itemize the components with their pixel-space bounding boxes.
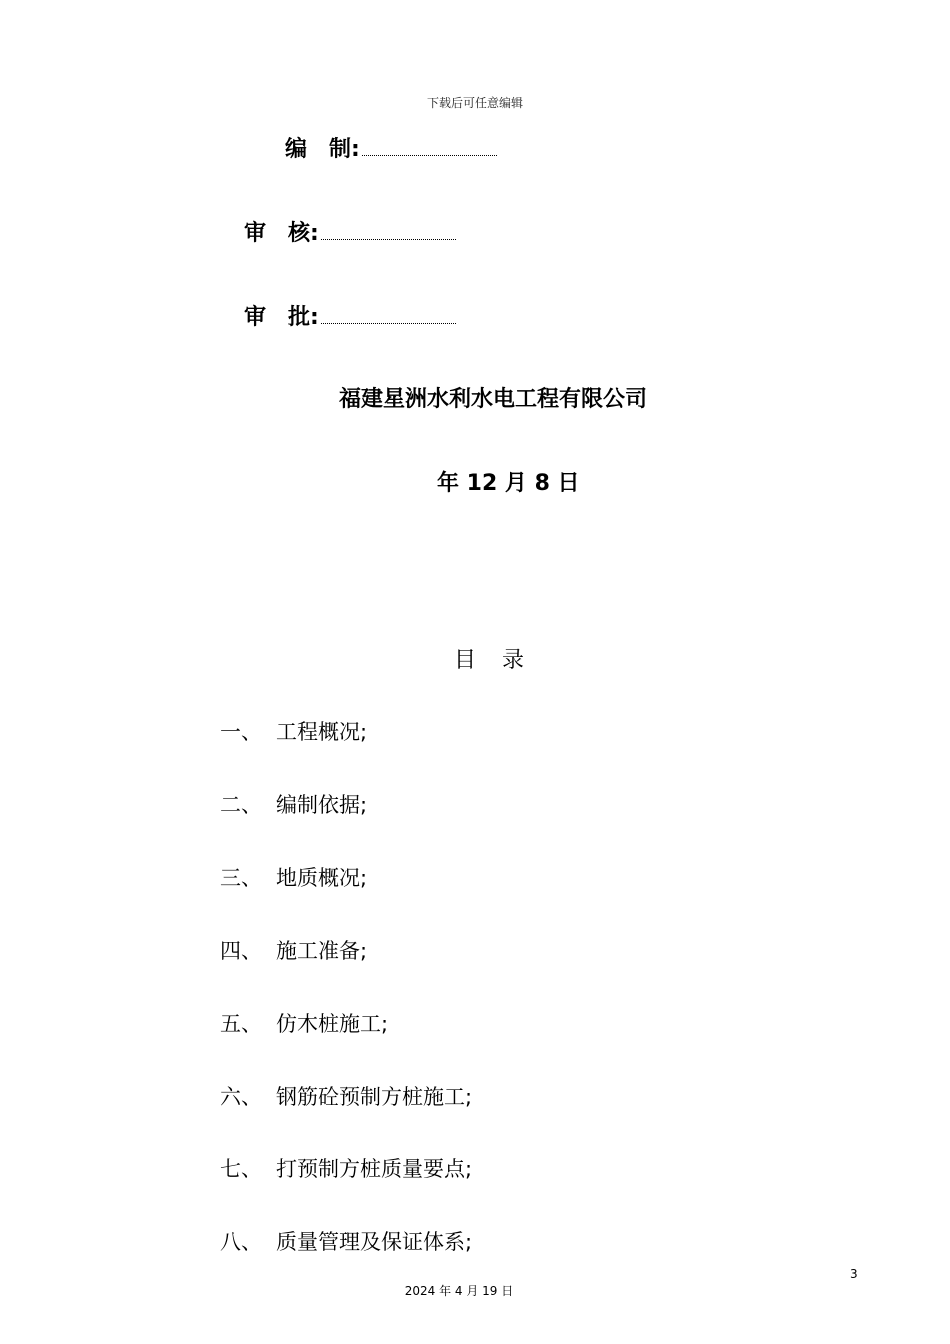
toc-item bbox=[220, 1226, 472, 1256]
toc-item bbox=[220, 789, 367, 819]
toc-item-text: 工程概况; bbox=[276, 720, 368, 744]
toc-item-number: 三、 bbox=[220, 866, 262, 890]
page-number: 3 bbox=[850, 1267, 858, 1281]
toc-item-text: 施工准备; bbox=[276, 939, 368, 963]
toc-item-number: 七、 bbox=[220, 1157, 262, 1181]
toc-item bbox=[220, 935, 367, 965]
page-footer-date: 2024 年 4 月 19 日 bbox=[404, 1284, 514, 1298]
signature-label: 编 制: bbox=[285, 137, 360, 162]
signature-label: 审 核: bbox=[244, 221, 319, 246]
toc-item-number: 八、 bbox=[220, 1230, 262, 1254]
signature-blank-line bbox=[321, 319, 456, 324]
toc-item bbox=[220, 862, 367, 892]
page-header: 下载后可任意编辑 bbox=[426, 96, 523, 110]
toc-item bbox=[220, 1081, 472, 1111]
toc-title: 目 录 bbox=[453, 648, 526, 673]
signature-blank-line bbox=[362, 151, 497, 156]
toc-item-text: 地质概况; bbox=[276, 866, 368, 890]
signature-row-approve bbox=[244, 300, 456, 331]
toc-item bbox=[220, 1008, 388, 1038]
signature-label: 审 批: bbox=[244, 305, 319, 330]
toc-item-number: 四、 bbox=[220, 939, 262, 963]
toc-item bbox=[220, 1153, 472, 1183]
toc-item bbox=[220, 716, 367, 746]
toc-item-text: 仿木桩施工; bbox=[276, 1012, 389, 1036]
toc-item-text: 钢筋砼预制方桩施工; bbox=[276, 1085, 473, 1109]
signature-row-review bbox=[244, 216, 456, 247]
toc-item-text: 编制依据; bbox=[276, 793, 368, 817]
signature-row-compile bbox=[285, 132, 497, 163]
company-name: 福建星洲水利水电工程有限公司 bbox=[338, 387, 647, 412]
toc-item-number: 二、 bbox=[220, 793, 262, 817]
signature-blank-line bbox=[321, 235, 456, 240]
toc-item-text: 打预制方桩质量要点; bbox=[276, 1157, 473, 1181]
toc-item-number: 五、 bbox=[220, 1012, 262, 1036]
document-date: 年 12 月 8 日 bbox=[437, 471, 580, 496]
toc-item-number: 六、 bbox=[220, 1085, 262, 1109]
toc-item-text: 质量管理及保证体系; bbox=[276, 1230, 473, 1254]
toc-item-number: 一、 bbox=[220, 720, 262, 744]
